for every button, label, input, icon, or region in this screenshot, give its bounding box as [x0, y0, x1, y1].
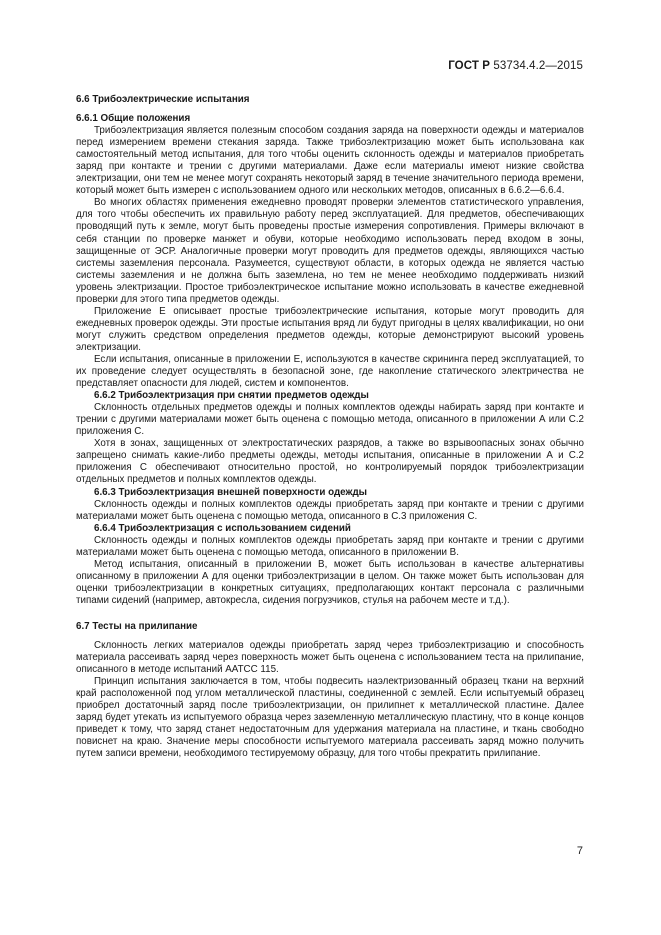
document-body: [76, 94, 584, 760]
paragraph: Склонность одежды и полных комплектов одежды приобретать заряд при контакте и трении с другими материалами может быть оценена с помощью метода, описанного в приложении В.: [76, 534, 584, 558]
spacer: [76, 607, 584, 621]
paragraph: Хотя в зонах, защищенных от электростатических разрядов, а также во взрывоопасных зонах обычно запрещено снимать какие-либо предметы одежды, методы испытания, описанные в приложении А и С.2 приложения С обеспечивают относительно простой, но контролируемый порядок трибоэлектризации отдельных предметов и полных комплектов одежды.: [76, 438, 584, 486]
paragraph: Склонность одежды и полных комплектов одежды приобретать заряд при контакте и трении с другими материалами может быть оценена с помощью метода, описанного в С.3 приложения С.: [76, 498, 584, 522]
standard-number: 53734.4.2—2015: [493, 60, 583, 72]
paragraph: Склонность отдельных предметов одежды и полных комплектов одежды набирать заряд при контакте и трении с другими материалами может быть оценена с помощью метода, описанного в приложении А или С.2 приложения С.: [76, 402, 584, 438]
paragraph: Метод испытания, описанный в приложении В, может быть использован в качестве альтернативы описанному в приложении А для оценки трибоэлектризации в целом. Он также может быть использован для оценки трибоэлектризации в конкретных ситуациях, предполагающих контакт персонала с различными типами сидений (например, автокресла, сидения погрузчиков, стулья на рабочем месте и т.д.).: [76, 558, 584, 606]
section-6-6-4-title: 6.6.4 Трибоэлектризация с использованием сидений: [94, 522, 351, 534]
page-number: 7: [576, 845, 583, 857]
standard-name: ГОСТ Р: [448, 60, 491, 72]
page-header: [448, 60, 583, 72]
paragraph: Во многих областях применения ежедневно проводят проверки элементов статистического управления, для того чтобы обеспечить их правильную работу перед эксплуатацией. Для предметов, обеспечивающих проводящий путь к земле, могут быть проведены простые измерения сопротивления. Примеры включают в себя станции по проверке манжет и обуви, которые необходимо использовать перед входом в зоны, защищенные от ЭСР. Аналогичные проверки могут проводить для предметов одежды, являющихся частью системы заземления персонала. Разумеется, существуют области, в которых одежда не является частью системы заземления и не должна быть заземлена, но тем не менее необходимо поддерживать низкий уровень электризации. Простое трибоэлектрическое испытание можно использовать в качестве ежедневной проверки для этого типа предметов одежды.: [76, 197, 584, 305]
paragraph: Трибоэлектризация является полезным способом создания заряда на поверхности одежды и материалов перед измерением времени стекания заряда. Также трибоэлектризацию может быть использована как самостоятельный метод испытания, для того чтобы оценить склонность одежды и материалов приобретать заряд при контакте и трении с другими материалами. Даже если материалы имеют низкие свойства электризации, они тем не менее могут сохранять некоторый заряд в течение значительного периода времени, который может быть измерен с использованием одного или нескольких методов, описанных в 6.6.2—6.6.4.: [76, 125, 584, 197]
paragraph: Принцип испытания заключается в том, чтобы подвесить наэлектризованный образец ткани на верхний край расположенной под углом металлической пластины, соединенной с землей. Если испытуемый образец приобрел достаточный заряд после трибоэлектризации, он прилипнет к металлической пластине. Далее заряд будет утекать из испытуемого образца через заземленную металлическую пластину, что в конце концов приведет к тому, что заряд станет недостаточным для удержания материала на пластине, и ткань свободно повиснет на краю. Значение меры способности испытуемого материала рассеивать заряд можно получить путем записи времени, необходимого тестируемому образцу, для того чтобы прекратить прилипание.: [76, 676, 584, 760]
section-6-6-1-title: 6.6.1 Общие положения: [76, 113, 191, 125]
paragraph: Склонность легких материалов одежды приобретать заряд через трибоэлектризацию и способность материала рассеивать заряд через поверхность может быть оценена с использованием теста на прилипание, описанного в методе испытаний ААТСС 115.: [76, 640, 584, 676]
paragraph: Приложение Е описывает простые трибоэлектрические испытания, которые могут проводить для ежедневных проверок одежды. Эти простые испытания вряд ли будут пригодны в целях квалификации, но они могут служить средством определения предметов одежды, которые демонстрируют высокий уровень электризации.: [76, 305, 584, 353]
section-6-6-title: 6.6 Трибоэлектрические испытания: [76, 94, 250, 105]
paragraph: Если испытания, описанные в приложении Е, используются в качестве скрининга перед эксплуатацией, то их проведение следует осуществлять в безопасной зоне, где накопление статического электричества не представляет опасности для людей, систем и компонентов.: [76, 353, 584, 390]
section-6-6-3-title: 6.6.3 Трибоэлектризация внешней поверхности одежды: [94, 486, 368, 498]
section-6-7-title: 6.7 Тесты на прилипание: [76, 620, 198, 632]
section-6-6-2-title: 6.6.2 Трибоэлектризация при снятии предметов одежды: [94, 390, 369, 402]
